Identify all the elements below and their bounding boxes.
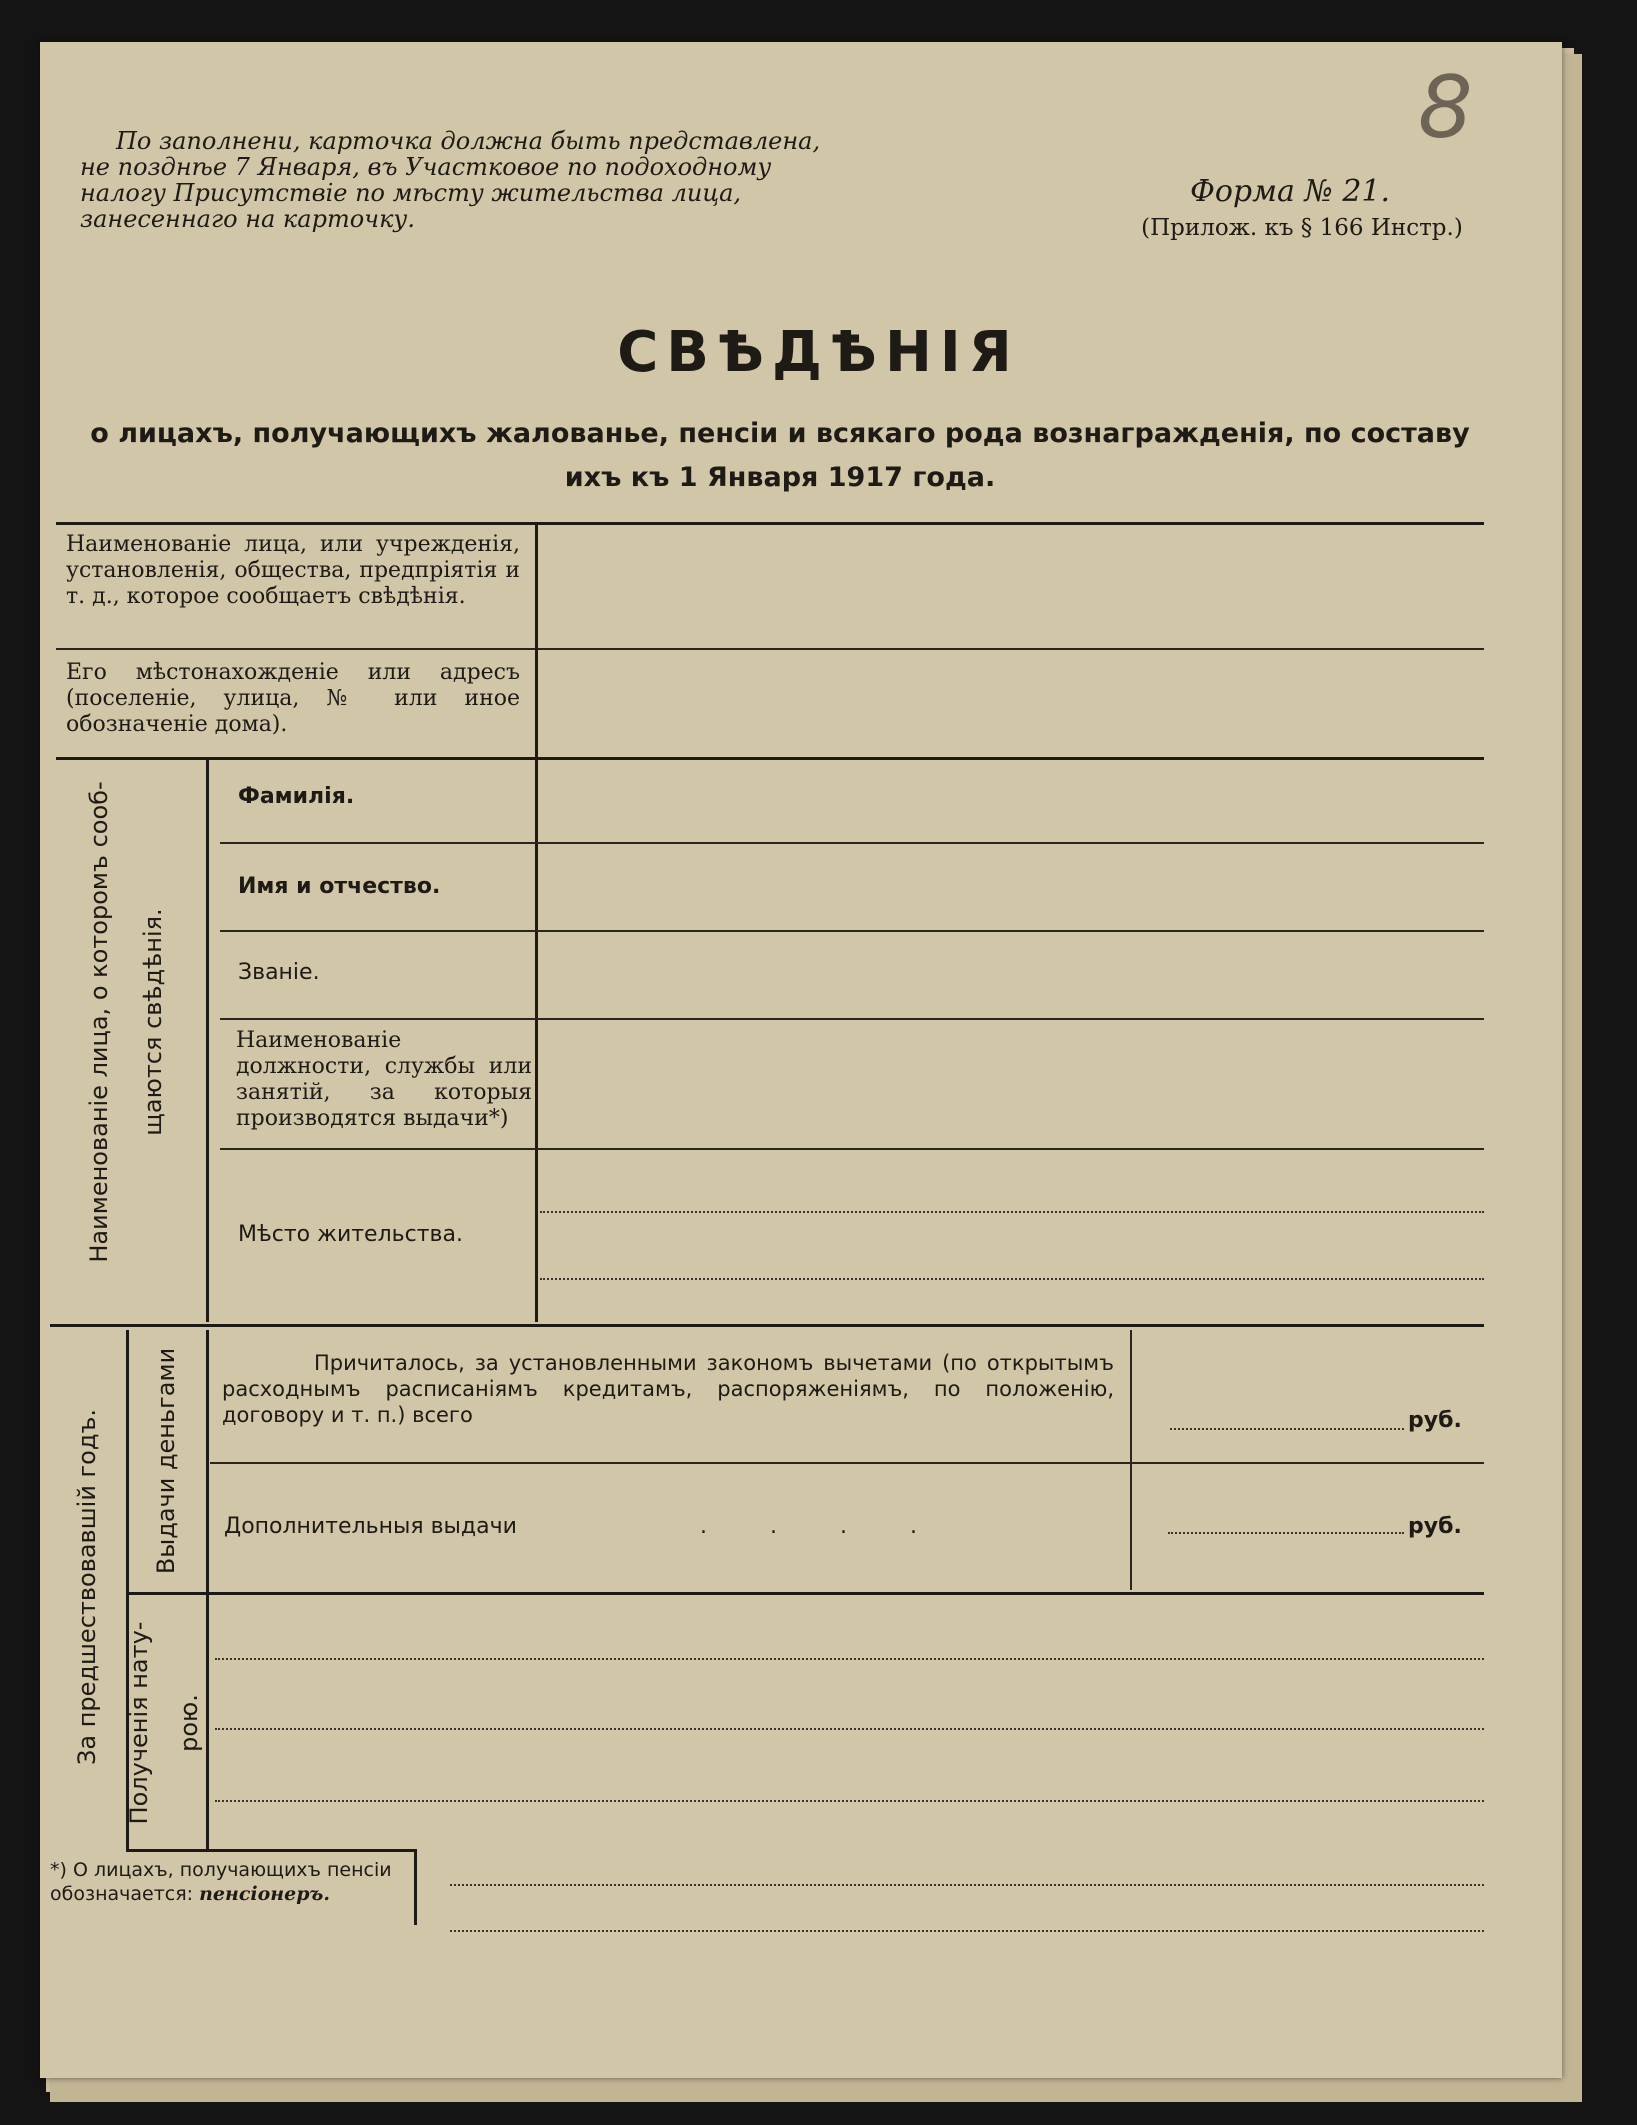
residence-line-2 (540, 1278, 1484, 1280)
footnote-value: пенсiонеръ. (199, 1883, 330, 1905)
due-amount-line (1170, 1428, 1404, 1430)
subtitle-line-1: о лицахъ, получающихъ жалованье, пенсiи и всякаго рода вознагражденiя, по составу (90, 418, 1470, 449)
footnote (50, 1858, 410, 1906)
form-reference: (Прилож. къ § 166 Инстр.) (1141, 215, 1463, 241)
person-side-label-2: щаются свѣдѣнiя. (139, 908, 167, 1136)
footnote-divider (414, 1849, 417, 1925)
reporter-name-label: Наименованiе лица, или учрежденiя, установленiя, общества, предпрiятiя и т. д., которое сообщаетъ свѣдѣнiя. (66, 532, 520, 609)
rule-row-1 (56, 648, 1484, 650)
rule-name (220, 930, 1484, 932)
extra-line-2 (450, 1930, 1484, 1932)
additional-rub-label: руб. (1408, 1514, 1462, 1539)
kind-side-label-2: рою. (175, 1694, 203, 1752)
rule-person-bottom (50, 1324, 1484, 1327)
instruction-line-1: По заполнени, карточка должна быть представлена, (116, 127, 821, 155)
name-patronymic-label: Имя и отчество. (238, 874, 441, 899)
kind-line-2 (215, 1728, 1484, 1730)
money-side-label: Выдачи деньгами (152, 1347, 180, 1575)
due-label: Причиталось, за установленными закономъ вычетами (по открытымъ расходнымъ расписанiямъ кредитамъ, распоряженiямъ, по положенiю, договору и т. п.) всего (222, 1351, 1114, 1427)
residence-line-1 (540, 1211, 1484, 1213)
rank-label: Званiе. (238, 960, 320, 985)
kind-line-3 (215, 1800, 1484, 1802)
kind-side-label-1: Полученiя нату- (125, 1621, 153, 1825)
rule-money-bottom (126, 1592, 1484, 1595)
rule-footnote-top (126, 1849, 416, 1852)
additional-amount-line (1168, 1532, 1404, 1534)
position-label: Наименованiе должности, службы или занятiй, за которыя производятся выдачи*) (236, 1028, 532, 1131)
instruction-note (80, 128, 860, 232)
reporter-address-label: Его мѣстонахожденiе или адресъ (поселенiе, улица, № или иное обозначенiе дома). (66, 660, 520, 737)
rule-row-2 (56, 757, 1484, 760)
corner-number: 8 (1418, 58, 1473, 158)
extra-line-1 (450, 1884, 1484, 1886)
form-number: Форма № 21. (1189, 174, 1391, 209)
money-divider (206, 1330, 209, 1850)
surname-label: Фамилiя. (238, 784, 355, 809)
rule-rank (220, 1018, 1484, 1020)
due-rub-label: руб. (1408, 1408, 1462, 1433)
rule-surname (220, 842, 1484, 844)
additional-leader: . . . . (700, 1514, 945, 1539)
person-side-label-1: Наименованiе лица, о которомъ сооб- (85, 781, 113, 1263)
year-side-label: За предшествовавшiй годъ. (73, 1408, 101, 1766)
instruction-line-2: не позднѣе 7 Января, въ Участковое по подоходному налогу Присутствiе по мѣсту жительства лица, занесеннаго на карточку. (80, 153, 772, 233)
footnote-text: *) О лицахъ, получающихъ пенсiи обозначается: (50, 1859, 392, 1905)
rule-position (220, 1148, 1484, 1150)
rule-due (210, 1462, 1484, 1464)
column-divider (535, 522, 538, 1322)
page-subtitle (80, 412, 1480, 500)
additional-label: Дополнительныя выдачи (224, 1514, 517, 1539)
rule-top (56, 522, 1484, 525)
page-title: СВѢДѢНIЯ (617, 320, 1020, 385)
kind-line-1 (215, 1658, 1484, 1660)
subtitle-line-2: ихъ къ 1 Января 1917 года. (564, 462, 996, 493)
section-divider (206, 757, 209, 1322)
amount-divider (1130, 1330, 1132, 1590)
residence-label: Мѣсто жительства. (238, 1222, 463, 1247)
